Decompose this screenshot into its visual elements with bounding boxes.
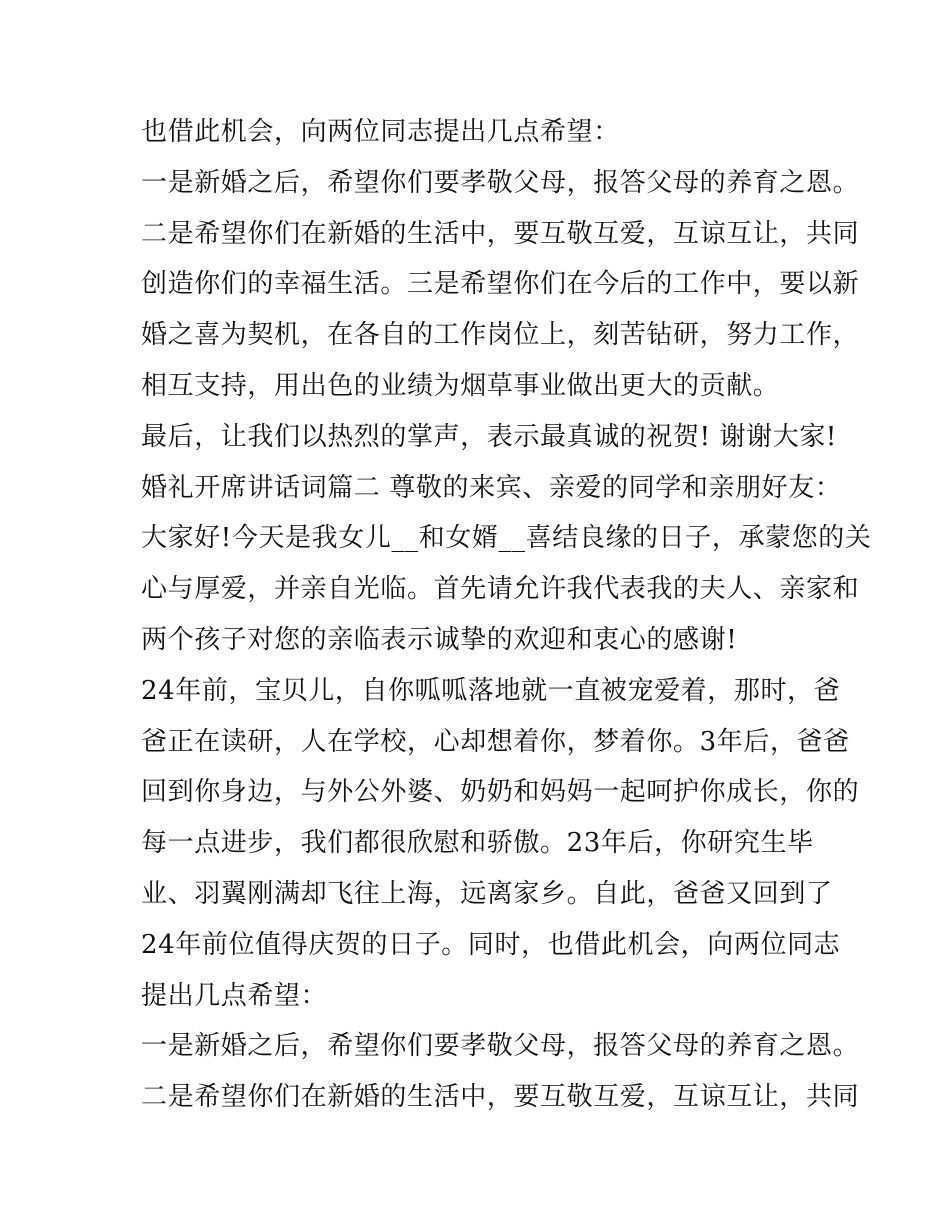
text-line: 二是希望你们在新婚的生活中，要互敬互爱，互谅互让，共同 (141, 1082, 860, 1113)
text-line: 业、羽翼刚满却飞往上海，远离家乡。自此，爸爸又回到了 (141, 878, 833, 909)
text-line: 相互支持，用出色的业绩为烟草事业做出更大的贡献。 (141, 370, 780, 401)
text-line: 创造你们的幸福生活。三是希望你们在今后的工作中，要以新 (141, 269, 860, 300)
text-line: 回到你身边，与外公外婆、奶奶和妈妈一起呵护你成长，你的 (141, 777, 860, 808)
text-line: 也借此机会，向两位同志提出几点希望： (141, 117, 620, 147)
text-line: 一是新婚之后，希望你们要孝敬父母，报答父母的养育之恩。 (141, 1031, 860, 1062)
text-line: 爸正在读研，人在学校，心却想着你，梦着你。3年后，爸爸 (141, 726, 850, 757)
text-line: 二是希望你们在新婚的生活中，要互敬互爱，互谅互让，共同 (141, 218, 860, 249)
text-line: 提出几点希望： (141, 980, 328, 1011)
text-line: 婚之喜为契机，在各自的工作岗位上，刻苦钻研，努力工作， (141, 320, 860, 351)
document-body (141, 107, 872, 1123)
text-line: 两个孩子对您的亲临表示诚挚的欢迎和衷心的感谢! (141, 624, 738, 655)
text-line: 最后，让我们以热烈的掌声，表示最真诚的祝贺! 谢谢大家! (141, 421, 837, 452)
text-line: 24年前位值得庆贺的日子。同时，也借此机会，向两位同志 (141, 929, 841, 960)
text-line: 心与厚爱，并亲自光临。首先请允许我代表我的夫人、亲家和 (141, 574, 860, 605)
text-line: 婚礼开席讲话词篇二 尊敬的来宾、亲爱的同学和亲朋好友： (141, 472, 842, 503)
text-line: 一是新婚之后，希望你们要孝敬父母，报答父母的养育之恩。 (141, 167, 860, 198)
text-line: 每一点进步，我们都很欣慰和骄傲。23年后，你研究生毕 (141, 828, 814, 859)
text-line: 大家好!今天是我女儿__和女婿__喜结良缘的日子，承蒙您的关 (141, 523, 872, 554)
text-line: 24年前，宝贝儿，自你呱呱落地就一直被宠爱着，那时，爸 (141, 675, 841, 706)
